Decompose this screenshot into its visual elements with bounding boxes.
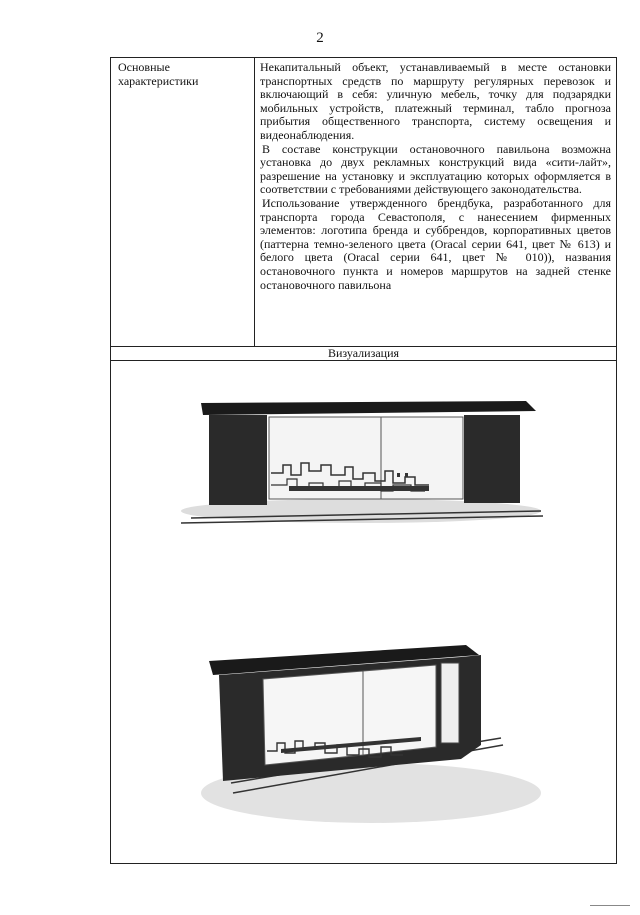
pavilion-perspective-illustration (171, 633, 591, 833)
paragraph-advertising: В составе конструкции остановочного павильона возможна установка до двух рекламных конструкций вида «сити-лайт», разрешение на установку и эксплуатацию которых оформляется в соответствии с требованиями действующего законодательства. (260, 141, 611, 197)
visualization-header: Визуализация (111, 346, 616, 361)
characteristics-row (111, 58, 616, 347)
paragraph-branding: Использование утвержденного брендбука, разработанного для транспорта города Севастополя, с нанесением фирменных элементов: логотипа бренда и суббрендов, корпоративных цветов (паттерна темно-зеленого цвета (Oracal серии 641, цвет № 613) и белого цвета (Oracal серии 641, цвет № 010)), названия остановочного пункта и номеров маршрутов на задней стенке остановочного павильона (260, 195, 611, 292)
row-content (260, 61, 611, 292)
footer-line (590, 905, 630, 906)
page-number: 2 (316, 30, 324, 46)
column-divider (254, 58, 255, 346)
row-label: Основные характеристики (118, 60, 199, 88)
paragraph-description: Некапитальный объект, устанавливаемый в месте остановки транспортных средств по маршруту регулярных перевозок и включающий в себя: уличную мебель, точку для подзарядки мобильных устройств, платежный терминал, табло прогноза прибытия общественного транспорта, систему освещения и видеонаблюдения. (260, 60, 611, 142)
characteristics-table (110, 57, 617, 864)
pavilion-front-illustration (171, 393, 551, 528)
